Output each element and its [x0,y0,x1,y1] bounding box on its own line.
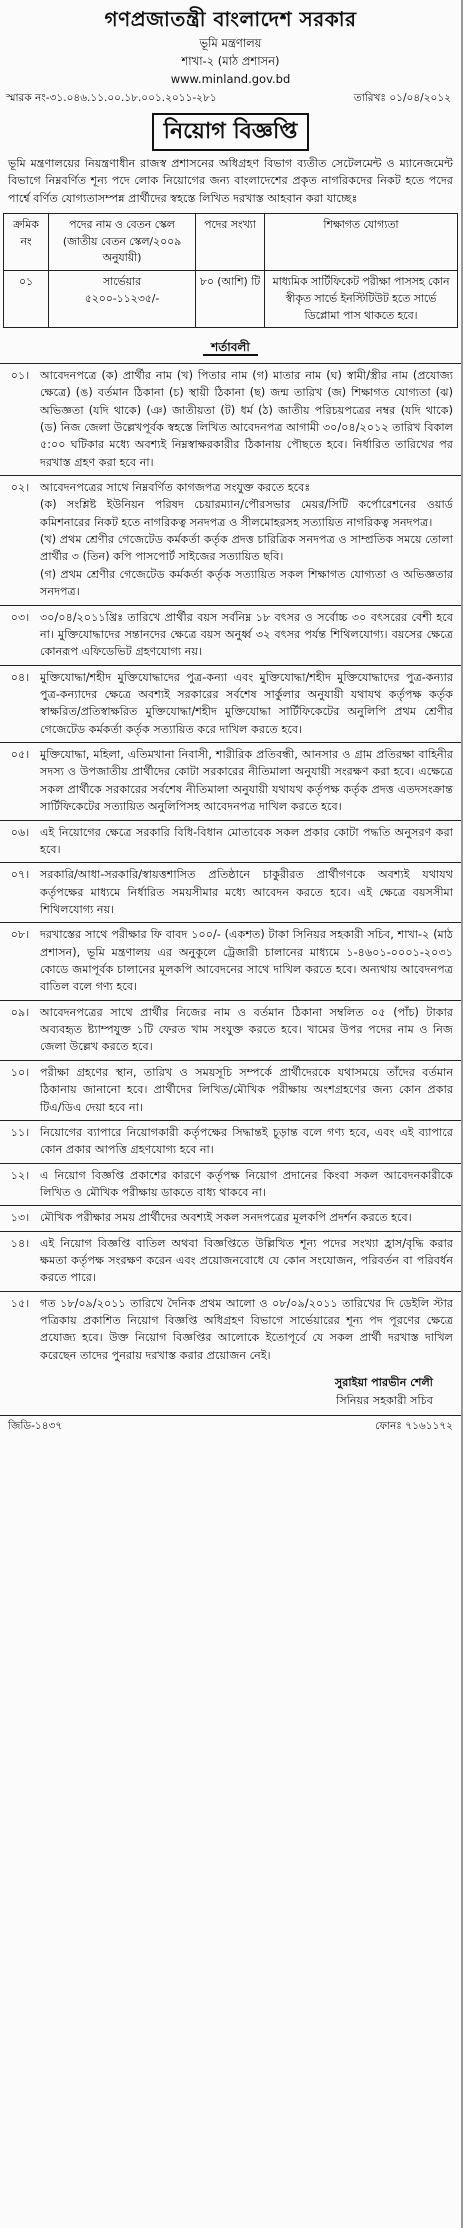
condition-number: ১৪। [10,1236,30,1250]
header [0,0,461,88]
signatory-name: সুরাইয়া পারভীন শেলী [334,1376,433,1390]
condition-item [0,1163,461,1206]
footer [0,1415,461,1436]
condition-subitem: (খ) প্রথম শ্রেণীর গেজেটেড কর্মকর্তা কর্তৃক প্রদত্ত চারিত্রিক সনদপত্র ও সাম্প্রতিক সময়ে তোলা প্রার্থীর ৩ (তিন) কপি পাসপোর্ট সাইজের সত্যায়িত ছবি। [40,533,453,564]
condition-item [0,922,461,999]
intro-paragraph: ভূমি মন্ত্রণালয়ের নিয়ন্ত্রণাধীন রাজস্ব প্রশাসনের অধিগ্রহণ বিভাগ ব্যতীত সেটেলমেন্ট ও ম্যানেজমেন্ট বিভাগে নিম্নবর্ণিত শূন্য পদে লোক নিয়োগের জন্য বাংলাদেশের প্রকৃত নাগরিকদের নিকট হতে পদের পার্শ্বে বর্ণিত যোগ্যতাসম্পন্ন প্রার্থীদের স্বহস্তে লিখিত দরখাস্ত আহবান করা যাচ্ছেঃ [8,156,453,205]
table-row [4,271,458,328]
conditions-list [0,363,461,1368]
signatory-designation: সিনিয়র সহকারী সচিব [336,1393,433,1407]
condition-text: পরীক্ষা গ্রহণের স্থান, তারিখ ও সময়সূচি সম্পর্কে প্রার্থীদেরকে যথাসময়ে তাঁদের বর্তমান ঠিকানায় জানানো হবে। প্রার্থীদের লিখিত/মৌখিক পরীক্ষায় অংশগ্রহণের জন্য কোন প্রকার টিএ/ডিএ দেয়া হবে না। [40,1065,453,1114]
condition-body [40,367,461,471]
memo-row [0,88,461,106]
condition-number: ১৫। [10,1296,30,1310]
footer-phone: ফোনঃ ৭১৬১১৭২ [375,1419,453,1432]
condition-number: ০৭। [10,868,30,882]
row-post-name: সার্ভেয়ার [102,275,142,289]
row-qualification: মাধ্যমিক সার্টিফিকেট পরীক্ষা পাসসহ কোন স্বীকৃত সার্ভে ইনস্টিটিউট হতে সার্ভে ডিপ্লোমা পাস থাকতে হবে। [265,271,458,328]
condition-number: ০৩। [10,610,30,624]
ministry-name: ভূমি মন্ত্রণালয় [199,36,262,50]
condition-text: ৩০/০৪/২০১১খ্রিঃ তারিখে প্রার্থীর বয়স সর্বনিম্ন ১৮ বৎসর ও সর্বোচ্চ ৩০ বৎসরের বেশী হবে না। মুক্তিযোদ্ধাদের সন্তানদের ক্ষেত্রে বয়স অনুর্ধ্ব ৩২ বৎসর পর্যন্ত শিথিলযোগ্য। বয়সের ক্ষেত্রে কোনরূপ এফিডেভিট গ্রহণযোগ্য নয়। [40,610,453,659]
condition-item [0,1060,461,1120]
condition-item [0,1120,461,1163]
col-post-line1: পদের নাম ও বেতন স্কেল [69,217,175,231]
conditions-title-wrap [0,338,461,357]
condition-item [0,1291,461,1368]
condition-text: এ নিয়োগ বিজ্ঞপ্তি প্রকাশের কারণে কর্তৃপক্ষ নিয়োগ প্রদানের কিংবা সকল আবেদনকারীকে লিখিত ও মৌখিক পরীক্ষায় ডাকতে বাধ্য থাকবে না। [40,1168,453,1199]
condition-number: ১২। [10,1168,30,1182]
condition-text: গত ১৮/০৯/২০১১ তারিখে দৈনিক প্রথম আলো ও ০৮/০৯/২০১১ তারিখের দি ডেইলি স্টার পত্রিকায় প্রকাশিত নিয়োগ বিজ্ঞপ্তি অধিগ্রহণ বিভাগে সার্ভেয়ারের শূন্য পদ পূরণের ক্ষেত্রে প্রযোজ্য হবে। উক্ত নিয়োগ বিজ্ঞপ্তির আলোকে ইতোপূর্বে যে সকল প্রার্থী দরখাস্ত দাখিল করেছেন তাদের পুনরায় দরখাস্ত করার প্রয়োজন নেই। [40,1296,453,1362]
condition-text: আবেদনপত্রে (ক) প্রার্থীর নাম (খ) পিতার নাম (গ) মাতার নাম (ঘ) স্বামী/স্ত্রীর নাম (প্রযোজ্য ক্ষেত্রে) (ঙ) বর্তমান ঠিকানা (চ) স্থায়ী ঠিকানা (ছ) জন্ম তারিখ (জ) শিক্ষাগত যোগ্যতা (ঝ) অভিজ্ঞতা (যদি থাকে) (ঞ) জাতীয়তা (ট) ধর্ম (ঠ) জাতীয় পরিচয়পত্রের নম্বর (যদি থাকে) (ড) নিজ জেলা উল্লেখপূর্বক স্বহস্তে লিখিত আবেদনপত্র আগামী ৩০/০৪/২০১২ তারিখ বিকাল ৫:০০ ঘটিকার মধ্যে অবশ্যই নিম্নস্বাক্ষরকারীর ঠিকানায় পৌছতে হবে। নির্ধারিত তারিখের পর দরখাস্ত গ্রহণ করা হবে না। [40,368,453,469]
row-post-scale: ৫২০০-১১২৩৫/- [84,291,160,305]
row-post [49,271,196,328]
condition-text: আবেদনপত্রের সাথে নিম্নবর্ণিত কাগজপত্র সংযুক্ত করতে হবেঃ [40,481,311,495]
condition-text: মুক্তিযোদ্ধা, মহিলা, এতিমখানা নিবাসী, শারীরিক প্রতিবন্ধী, আনসার ও গ্রাম প্রতিরক্ষা বাহিনীর সদস্য ও উপজাতীয় প্রার্থীদের কোটা সরকারের নীতিমালা অনুযায়ী সংরক্ষণ করা হবে। এক্ষেত্রে সকল প্রার্থীকে সরকারের সর্বশেষ নীতিমালা অনুযায়ী যথাযথ কর্তৃপক্ষ কর্তৃক প্রদত্ত এতদসংক্রান্ত সার্টিফিকেটের সত্যায়িত অনুলিপিসহ আবেদনপত্র দাখিল করতে হবে। [40,748,453,814]
row-serial: ০১ [4,271,49,328]
condition-number: ০৯। [10,1005,30,1019]
condition-item [0,1000,461,1060]
condition-body [40,1124,461,1159]
condition-number: ০১। [10,368,30,382]
condition-text: মুক্তিযোদ্ধা/শহীদ মুক্তিযোদ্ধাদের পুত্র-কন্যা এবং মুক্তিযোদ্ধা/শহীদ মুক্তিযোদ্ধাদের পুত্র-কন্যার পুত্র-কন্যাদের ক্ষেত্রে অবশ্যই সরকারের সর্বশেষ সার্কুলার অনুযায়ী যথাযথ কর্তৃপক্ষ কর্তৃক স্বাক্ষরিত/প্রতিস্বাক্ষরিত মুক্তিযোদ্ধা/শহীদ মুক্তিযোদ্ধা সার্টিফিকেটের অনুলিপি প্রথম শ্রেণীর গেজেটেড কর্মকর্তা কর্তৃক সত্যায়িত করে দাখিল করতে হবে। [40,670,453,736]
condition-item [0,862,461,922]
condition-body [40,824,461,859]
condition-body [40,1209,461,1226]
condition-number: ১৩। [10,1211,30,1225]
condition-item [0,1231,461,1291]
condition-body [40,866,461,918]
condition-item [0,475,461,605]
condition-item [0,665,461,742]
col-post-line2: (জাতীয় বেতন স্কেল/২০০৯ অনুযায়ী) [62,234,182,265]
notice-title: নিয়োগ বিজ্ঞপ্তি [152,113,310,151]
branch-name: শাখা-২ (মাঠ প্রশাসন) [181,53,280,68]
condition-text: সরকারি/আধা-সরকারি/স্বায়ত্তশাসিত প্রতিষ্ঠানে চাকুরীরত প্রার্থীগণকে অবশ্যই যথাযথ কর্তৃপক্ষের মাধ্যমে নির্ধারিত সময়সীমার মধ্যে আবেদন করতে হবে। এই ক্ষেত্রে বয়সসীমা শিথিলযোগ্য নয়। [40,868,453,916]
condition-item [0,363,461,475]
signature-block [0,1368,461,1409]
condition-number: ০৬। [10,825,30,839]
col-post [49,213,196,270]
condition-body [40,746,461,815]
condition-text: আবেদনপত্রের সাথে প্রার্থীর নিজের নাম ও বর্তমান ঠিকানা সম্বলিত ০৫ (পাঁচ) টাকার অব্যবহৃত ষ্ট্যাম্পযুক্ত ১টি ফেরত খাম সংযুক্ত করতে হবে। খামের উপর পদের নাম ও নিজ জেলা উল্লেখ করতে হবে। [40,1005,453,1054]
website: www.minland.gov.bd [170,71,291,86]
table-header-row [4,213,458,270]
condition-text: দরখাস্তের সাথে পরীক্ষার ফি বাবদ ১০০/- (একশত) টাকা সিনিয়র সহকারী সচিব, শাখা-২ (মাঠ প্রশাসন), ভূমি মন্ত্রণালয় এর অনুকূলে ট্রেজারী চালানের মাধ্যমে ১-৪৬০১-০০০১-২০৩১ কোডে জমাপূর্বক চালানের মূলকপি আবেদনের সাথে দাখিল করতে হবে। অন্যথায় আবেদনপত্র বাতিল বলে গণ্য হবে। [40,928,453,994]
condition-number: ০৮। [10,928,30,942]
condition-number: ১০। [10,1065,30,1079]
condition-body [40,1167,461,1202]
condition-text: এই নিয়োগ বিজ্ঞপ্তি বাতিল অথবা বিজ্ঞপ্তিতে উল্লিখিত শূন্য পদের সংখ্যা হ্রাস/বৃদ্ধি করার ক্ষমতা কর্তৃপক্ষ সংরক্ষণ করেন এবং প্রয়োজনবোধে যে কোন সংযোজন, পরিবর্তন বা পরিবর্ধন করতে পারে। [40,1236,453,1285]
condition-body [40,669,461,738]
col-qualification: শিক্ষাগত যোগ্যতা [265,213,458,270]
condition-item [0,1205,461,1230]
condition-number: ০৪। [10,670,30,684]
notice-title-wrap [0,107,461,155]
condition-body [40,1295,461,1364]
memo-date: তারিখঃ ০১/০৪/২০১২ [353,92,451,105]
condition-body [40,1064,461,1116]
footer-code: জিডি-১৪৩৭ [8,1419,63,1432]
condition-number: ১১। [10,1125,30,1139]
row-count: ৮০ (আশি) টি [196,271,265,328]
col-serial: ক্রমিক নং [4,213,49,270]
condition-item [0,742,461,819]
conditions-title: শর্তাবলী [203,340,258,356]
condition-body [40,609,461,661]
condition-body [40,926,461,995]
condition-item [0,605,461,665]
condition-body [40,479,461,601]
condition-number: ০৫। [10,748,30,762]
condition-subitem: (গ) প্রথম শ্রেণীর গেজেটেড কর্মকর্তা কর্তৃক সত্যায়িত সকল শিক্ষাগত যোগ্যতা ও অভিজ্ঞতার সনদপত্র। [40,567,453,599]
condition-text: মৌখিক পরীক্ষার সময় প্রার্থীদের অবশ্যই সকল সনদপত্রের মূলকপি প্রদর্শন করতে হবে। [40,1211,412,1225]
condition-subitem: (ক) সংশ্লিষ্ট ইউনিয়ন পরিষদ চেয়ারম্যান/পৌরসভার মেয়র/সিটি কর্পোরেশনের ওয়ার্ড কমিশনারের নিকট হতে নাগরিকত্ব সনদপত্র ও সীলমোহরসহ সত্যায়িত নাগরিকত্ব সনদপত্র। [40,498,453,529]
posts-table [3,213,458,328]
condition-text: নিয়োগের ব্যাপারে নিয়োগকারী কর্তৃপক্ষের সিদ্ধান্তই চূড়ান্ত বলে গণ্য হবে, এবং এই ব্যাপারে কোন প্রকার আপত্তি গ্রহণযোগ্য হবে না। [40,1125,453,1157]
condition-body [40,1004,461,1056]
condition-item [0,820,461,863]
col-count: পদের সংখ্যা [196,213,265,270]
condition-body [40,1235,461,1287]
condition-number: ০২। [10,481,30,495]
memo-number: স্মারক নং-৩১.০৪৬.১১.০০.১৮.০০১.২০১১-২৮১ [6,92,217,105]
government-title: গণপ্রজাতন্ত্রী বাংলাদেশ সরকার [104,7,357,31]
condition-text: এই নিয়োগের ক্ষেত্রে সরকারি বিধি-বিধান মোতাবেক সকল প্রকার কোটা পদ্ধতি অনুসরণ করা হবে। [40,825,453,856]
